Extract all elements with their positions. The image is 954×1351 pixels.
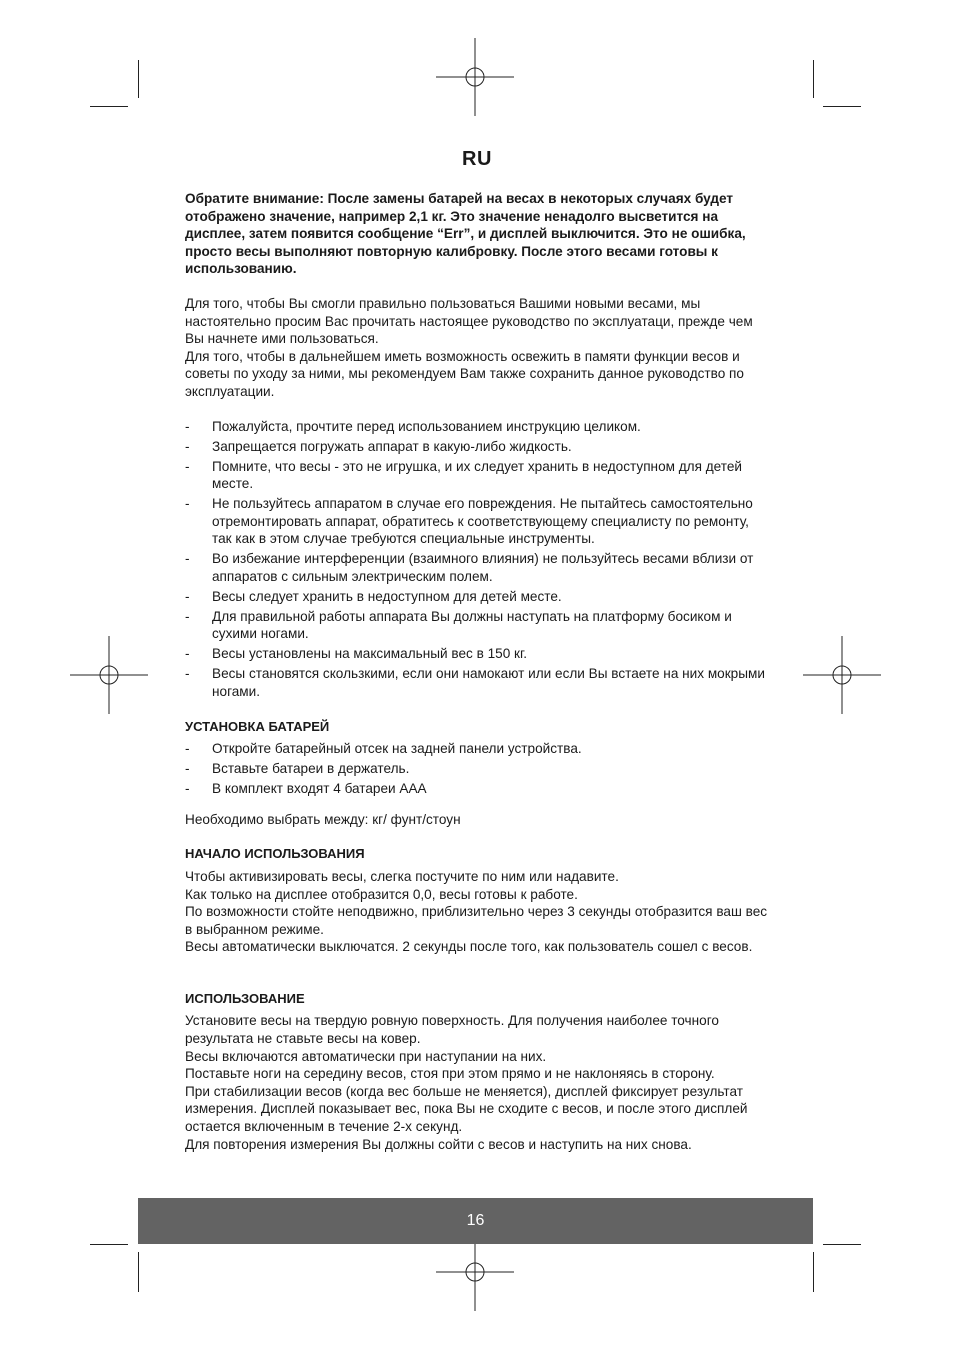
list-item: - Помните, что весы - это не игрушка, и их следует хранить в недоступном для детей месте. [185,458,770,493]
intro-paragraph: Для того, чтобы Вы смогли правильно пользоваться Вашими новыми весами, мы настоятельно просим Вас прочитать настоящее руководство по эксплуатаци, прежде чем Вы начнете ими пользоваться. [185,295,753,347]
crop-mark [823,106,861,107]
intro-paragraph: Для того, чтобы в дальнейшем иметь возможность освежить в памяти функции весов и советы по уходу за ними, мы рекомендуем Вам также сохранить данное руководство по эксплуатации. [185,348,744,399]
registration-mark-icon [803,636,881,714]
list-item: - Вставьте батареи в держатель. [185,760,770,778]
body-text: При стабилизации весов (когда вес больше не меняется), дисплей фиксирует результат измерения. Дисплей показывает вес, пока Вы не сходите с весов, и после этого дисплей остается включенным в течение 2-х секунд. [185,1083,748,1135]
crop-mark [138,60,139,98]
body-text: Весы автоматически выключатся. 2 секунды после того, как пользователь сошел с весов. [185,939,753,955]
page-content [185,190,770,1153]
section-heading: ИСПОЛЬЗОВАНИЕ [185,990,305,1006]
crop-mark [90,1244,128,1245]
battery-note: Обратите внимание: После замены батарей на весах в некоторых случаях будет отображено значение, например 2,1 кг. Это значение ненадолго высветится на дисплее, затем появится сообщение “Err”, и дисплей выключится. Это не ошибка, просто весы выполняют повторную калибровку. После этого весами готовы к использованию. [185,191,746,277]
body-text: По возможности стойте неподвижно, приблизительно через 3 секунды отобразится ваш вес в выбранном режиме. [185,904,768,937]
crop-mark [90,106,128,107]
list-item: - Откройте батарейный отсек на задней панели устройства. [185,740,770,758]
section-heading: НАЧАЛО ИСПОЛЬЗОВАНИЯ [185,846,365,862]
list-item: - Запрещается погружать аппарат в какую-либо жидкость. [185,438,770,456]
registration-mark-icon [436,1233,514,1311]
usage-section [185,1012,770,1153]
section-heading: УСТАНОВКА БАТАРЕЙ [185,718,330,734]
start-section [185,868,770,956]
body-text: Поставьте ноги на середину весов, стоя при этом прямо и не наклоняясь в сторону. [185,1066,715,1082]
intro-section [185,295,770,401]
crop-mark [138,1252,139,1292]
page-number: 16 [466,1212,485,1229]
safety-list [185,418,770,701]
crop-mark [813,1252,814,1292]
body-text: Установите весы на твердую ровную поверхность. Для получения наиболее точного результата не ставьте весы на ковер. [185,1013,719,1047]
list-item: - Для правильной работы аппарата Вы должны наступать на платформу босиком и сухими ногами. [185,608,770,643]
registration-mark-icon [436,38,514,116]
body-text: Для повторения измерения Вы должны сойти с весов и наступить на них снова. [185,1136,692,1152]
body-text: Весы включаются автоматически при наступании на них. [185,1048,547,1064]
list-item: - Пожалуйста, прочтите перед использованием инструкцию целиком. [185,418,770,436]
list-item: - В комплект входят 4 батареи AAA [185,780,770,798]
body-text: Чтобы активизировать весы, слегка постучите по ним или надавите. [185,868,619,884]
crop-mark [813,60,814,98]
crop-mark [823,1244,861,1245]
list-item: - Во избежание интерференции (взаимного влияния) не пользуйтесь весами вблизи от аппаратов с сильным электрическим полем. [185,550,770,585]
battery-list [185,740,770,798]
list-item: - Весы становятся скользкими, если они намокают или если Вы встаете на них мокрыми ногами. [185,665,770,700]
list-item: - Весы установлены на максимальный вес в 150 кг. [185,645,770,663]
list-item: - Не пользуйтесь аппаратом в случае его повреждения. Не пытайтесь самостоятельно отремонтировать аппарат, обратитесь к соответствующему специалисту по ремонту, так как в этом случае требуются специальные инструменты. [185,495,770,548]
units-text: Необходимо выбрать между: кг/ фунт/стоун [185,811,461,827]
list-item: - Весы следует хранить в недоступном для детей месте. [185,588,770,606]
page-footer [138,1198,813,1244]
registration-mark-icon [70,636,148,714]
language-label: RU [462,148,492,170]
body-text: Как только на дисплее отобразится 0,0, весы готовы к работе. [185,886,578,902]
